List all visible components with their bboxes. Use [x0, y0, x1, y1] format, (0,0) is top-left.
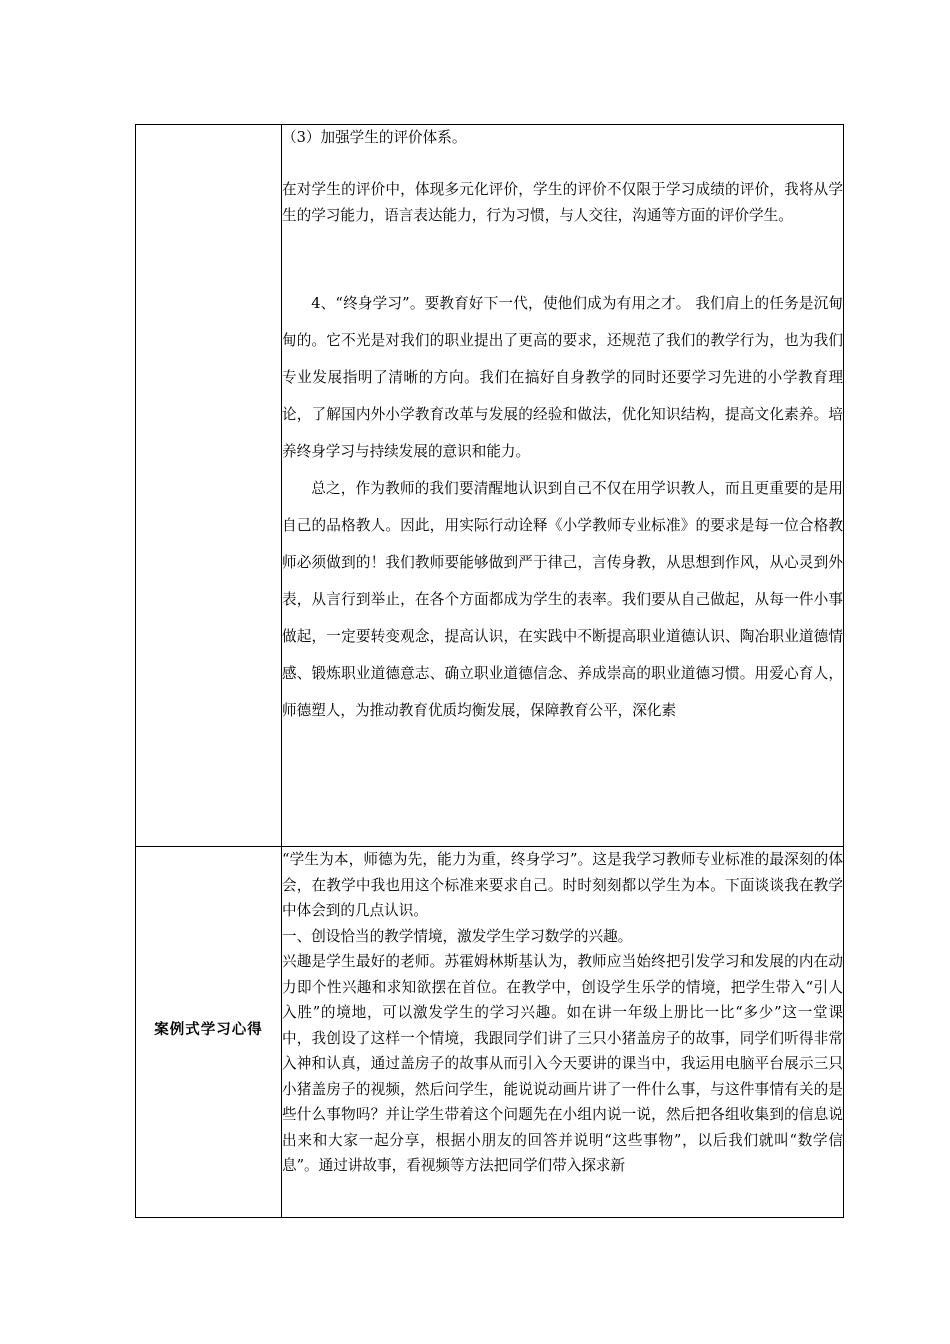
point-body: 兴趣是学生最好的老师。苏霍姆林斯基认为，教师应当始终把引发学习和发展的内在动力即个性兴趣和求知欲摆在首位。在教学中，创设学生乐学的情境，把学生带入“引人入胜”的境地，可以激发学生的学习兴趣。如在讲一年级上册比一比“多少”这一堂课中，我创设了这样一个情境，我跟同学们讲了三只小猪盖房子的故事，同学们听得非常入神和认真，通过盖房子的故事从而引入今天要讲的课当中，我运用电脑平台展示三只小猪盖房子的视频，然后问学生，能说说动画片讲了一件什么事，与这件事情有关的是些什么事物吗？并让学生带着这个问题先在小组内说一说，然后把各组收集到的信息说出来和大家一起分享，根据小朋友的回答并说明“这些事物”，以后我们就叫“数学信息”。通过讲故事，看视频等方法把同学们带入探求新: [282, 953, 843, 1174]
evaluation-paragraph: 在对学生的评价中，体现多元化评价，学生的评价不仅限于学习成绩的评价，我将从学生的学习能力，语言表达能力，行为习惯，与人交往，沟通等方面的评价学生。: [282, 181, 843, 224]
table-row: [136, 125, 844, 847]
row-label: 案例式学习心得: [154, 1021, 263, 1038]
point-title: 一、创设恰当的教学情境，激发学生学习数学的兴趣。: [282, 927, 633, 945]
content-cell: [282, 847, 844, 1218]
intro-paragraph: “学生为本，师德为先，能力为重，终身学习”。这是我学习教师专业标准的最深刻的体会，在教学中我也用这个标准来要求自己。时时刻刻都以学生为本。下面谈谈我在教学中体会到的几点认识。: [282, 851, 843, 919]
summary-paragraph: 总之，作为教师的我们要清醒地认识到自己不仅在用学识教人，而且更重要的是用自己的品格教人。因此，用实际行动诠释《小学教师专业标准》的要求是每一位合格教师必须做到的！我们教师要能够做到严于律己，言传身教，从思想到作风，从心灵到外表，从言行到举止，在各个方面都成为学生的表率。我们要从自己做起，从每一件小事做起，一定要转变观念，提高认识，在实践中不断提高职业道德认识、陶冶职业道德情感、锻炼职业道德意志、确立职业道德信念、养成崇高的职业道德习惯。用爱心育人，师德塑人，为推动教育优质均衡发展，保障教育公平，深化素: [282, 480, 843, 719]
section-heading: （3）加强学生的评价体系。: [282, 129, 467, 146]
spacer: [282, 229, 843, 285]
row-label-cell: [136, 847, 282, 1218]
record-table: [135, 124, 844, 1218]
lifelong-learning-paragraph: 4、“终身学习”。要教育好下一代，使他们成为有用之才。 我们肩上的任务是沉甸甸的。它不光是对我们的职业提出了更高的要求，还规范了我们的教学行为，也为我们专业发展指明了清晰的方向。我们在搞好自身教学的同时还要学习先进的小学教育理论，了解国内外小学教育改革与发展的经验和做法，优化知识结构，提高文化素养。培养终身学习与持续发展的意识和能力。: [282, 295, 843, 460]
table-row: [136, 847, 844, 1218]
row-label-empty: [136, 125, 282, 847]
content-cell: [282, 125, 844, 847]
